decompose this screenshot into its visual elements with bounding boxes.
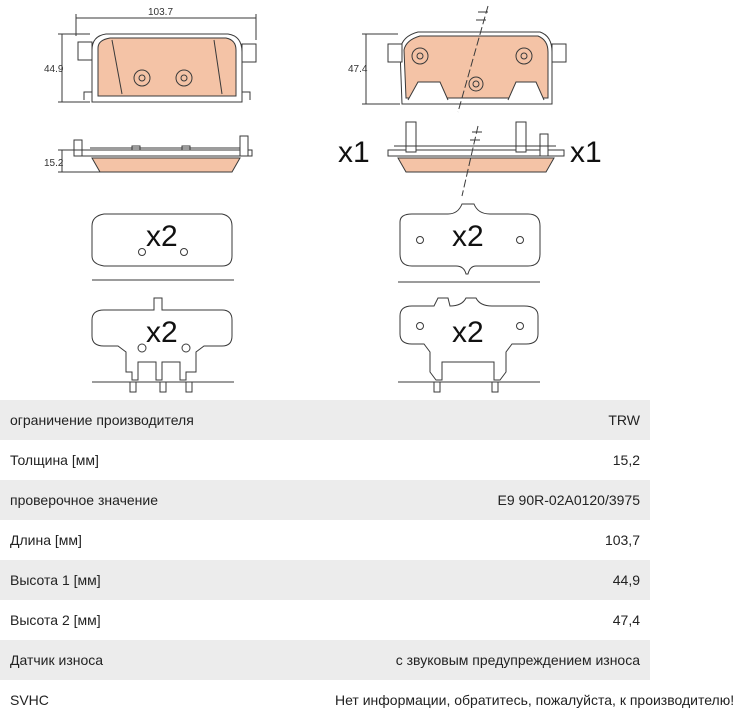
spec-value: E9 90R-02A0120/3975 bbox=[497, 492, 640, 508]
spec-value: 103,7 bbox=[604, 532, 640, 548]
length-dimension-label: 103.7 bbox=[148, 7, 174, 18]
spec-label: Высота 2 [мм] bbox=[10, 612, 101, 628]
specifications-table bbox=[0, 400, 734, 720]
technical-drawing-svg bbox=[0, 0, 650, 400]
spec-value: 15,2 bbox=[612, 452, 640, 468]
left-pad-side-view bbox=[58, 136, 252, 172]
spec-row-height-2 bbox=[0, 600, 650, 640]
spec-value: с звуковым предупреждением износа bbox=[395, 652, 640, 668]
spec-value: 44,9 bbox=[612, 572, 640, 588]
spec-row-height-1 bbox=[0, 560, 650, 600]
spec-label: ограничение производителя bbox=[10, 412, 194, 428]
spec-label: Толщина [мм] bbox=[10, 452, 99, 468]
spec-row-thickness bbox=[0, 440, 650, 480]
set-left-multiplier: x1 bbox=[338, 136, 370, 169]
brake-pad-drawing bbox=[0, 0, 650, 400]
shim-1-right-multiplier: x2 bbox=[452, 220, 484, 253]
spec-value: Нет информации, обратитесь, пожалуйста, к производителю! bbox=[335, 692, 734, 708]
left-pad-front-view bbox=[58, 14, 256, 102]
shim-1-left-multiplier: x2 bbox=[146, 220, 178, 253]
spec-label: Датчик износа bbox=[10, 652, 104, 668]
spec-label: SVHC bbox=[10, 692, 49, 708]
right-pad-front-view bbox=[362, 6, 566, 112]
height-right-dimension-label: 47.4 bbox=[348, 64, 368, 75]
spec-value: 47,4 bbox=[612, 612, 640, 628]
spec-row-length bbox=[0, 520, 650, 560]
set-right-multiplier: x1 bbox=[570, 136, 602, 169]
spec-value: TRW bbox=[608, 412, 640, 428]
spec-row-wear-sensor bbox=[0, 640, 650, 680]
spec-row-check-value bbox=[0, 480, 650, 520]
spec-row-svhc bbox=[0, 680, 650, 720]
shim-2-right-multiplier: x2 bbox=[452, 316, 484, 349]
shim-2-left-multiplier: x2 bbox=[146, 316, 178, 349]
height-left-dimension-label: 44.9 bbox=[44, 64, 64, 75]
thickness-dimension-label: 15.2 bbox=[44, 158, 64, 169]
spec-label: Высота 1 [мм] bbox=[10, 572, 101, 588]
spec-label: проверочное значение bbox=[10, 492, 159, 508]
spec-row-manufacturer bbox=[0, 400, 650, 440]
right-pad-side-view bbox=[388, 122, 564, 196]
spec-label: Длина [мм] bbox=[10, 532, 82, 548]
